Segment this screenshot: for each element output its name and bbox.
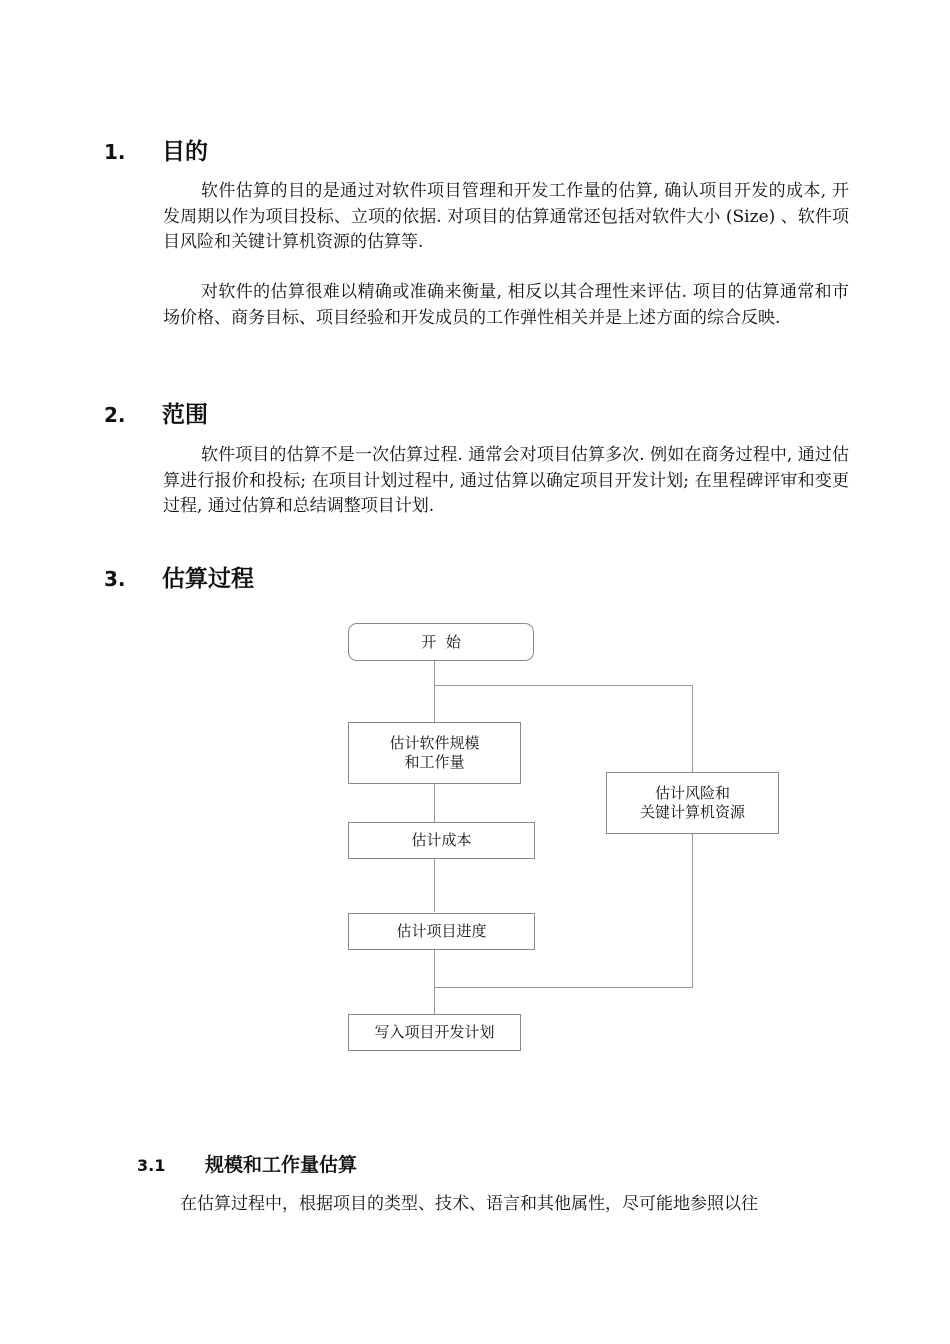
section-1-paragraph-2: 对软件的估算很难以精确或准确来衡量, 相反以其合理性来评估. 项目的估算通常和市场价格、商务目标、项目经验和开发成员的工作弹性相关并是上述方面的综合反映. [163, 282, 849, 328]
subsection-number: 3.1 [137, 1156, 166, 1175]
section-number: 2. [104, 403, 126, 427]
flow-schedule-box: 估计项目进度 [348, 913, 535, 950]
section-2-heading [104, 400, 208, 430]
connector-line [434, 987, 693, 988]
subsection-3-1-paragraph: 在估算过程中，根据项目的类型、技术、语言和其他属性，尽可能地参照以往 [180, 1194, 758, 1214]
section-title: 范围 [162, 402, 208, 428]
section-title: 估算过程 [162, 566, 254, 592]
connector-line [434, 950, 435, 1014]
section-number: 3. [104, 567, 126, 591]
subsection-3-1-heading [137, 1152, 357, 1179]
connector-line [434, 784, 435, 822]
flow-cost-box: 估计成本 [348, 822, 535, 859]
section-3-heading [104, 564, 254, 594]
flow-plan-box: 写入项目开发计划 [348, 1014, 521, 1051]
connector-line [434, 685, 692, 686]
connector-line [692, 834, 693, 988]
flow-size-effort-box: 估计软件规模 和工作量 [348, 722, 521, 784]
section-2-paragraph-1: 软件项目的估算不是一次估算过程. 通常会对项目估算多次. 例如在商务过程中, 通过估算进行报价和投标; 在项目计划过程中, 通过估算以确定项目开发计划; 在里程碑评审和变更过程, 通过估算和总结调整项目计划. [163, 445, 849, 516]
connector-line [692, 685, 693, 772]
section-1-paragraph-1: 软件估算的目的是通过对软件项目管理和开发工作量的估算, 确认项目开发的成本, 开发周期以作为项目投标、立项的依据. 对项目的估算通常还包括对软件大小 (Size) 、软件项目风险和关键计算机资源的估算等. [163, 181, 849, 252]
flow-start-box: 开 始 [348, 623, 534, 661]
section-1-heading [104, 137, 208, 167]
subsection-title: 规模和工作量估算 [205, 1154, 358, 1176]
section-number: 1. [104, 140, 126, 164]
flow-risk-box: 估计风险和 关键计算机资源 [606, 772, 779, 834]
connector-line [434, 660, 435, 722]
section-title: 目的 [162, 139, 208, 165]
connector-line [434, 859, 435, 912]
